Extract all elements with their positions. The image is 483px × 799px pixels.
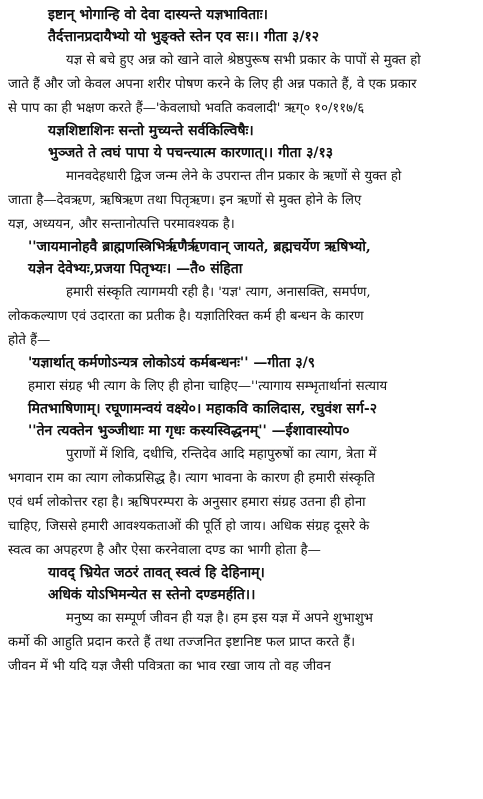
text-line: मानवदेहधारी द्विज जन्म लेने के उपरान्त तीन प्रकार के ऋणों से युक्त हो — [66, 169, 402, 184]
verse-line: ''तेन त्यक्तेन भुञ्जीथाः मा गृधः कस्यस्विद्धनम्'' —ईशावास्योप० — [28, 423, 350, 439]
text-line: यज्ञ से बचे हुए अन्न को खाने वाले श्रेष्ठपुरूष सभी प्रकार के पापों से मुक्त हो — [66, 53, 421, 68]
verse-line: मितभाषिणाम्। रघूणामन्वयं वक्ष्ये०। महाकवि कालिदास, रघुवंश सर्ग-२ — [28, 401, 377, 417]
text-line: कर्मो की आहुति प्रदान करते हैं तथा तज्जनित इष्टानिष्ट फल प्राप्त करते हैं। — [8, 635, 356, 650]
text-line: एवं धर्म लोकोत्तर रहा है। ऋषिपरम्परा के अनुसार हमारा संग्रह उतना ही होना — [8, 495, 366, 510]
text-line: लोककल्याण एवं उदारता का प्रतीक है। यज्ञातिरिक्त कर्म ही बन्धन के कारण — [8, 309, 364, 324]
verse-line: इष्टान् भोगान्हि वो देवा दास्यन्ते यज्ञभाविताः। — [48, 7, 268, 23]
verse-line: ''जायमानोहवै ब्राह्मणस्त्रिभिर्ऋणैर्ऋणवान् जायते, ब्रह्मचर्येण ऋषिभ्यो, — [28, 239, 371, 255]
text-line: हमारा संग्रह भी त्याग के लिए ही होना चाहिए—''त्यागाय सम्भृतार्थानां सत्याय — [28, 379, 388, 394]
text-line: चाहिए, जिससे हमारी आवश्यकताओं की पूर्ति हो जाय। अधिक संग्रह दूसरे के — [8, 519, 370, 534]
text-line: भगवान राम का त्याग लोकप्रसिद्ध है। त्याग भावना के कारण ही हमारी संस्कृति — [8, 471, 375, 486]
text-line: पुराणों में शिवि, दधीचि, रन्तिदेव आदि महापुरुषों का त्याग, त्रेता में — [66, 447, 377, 462]
verse-line: भुञ्जते ते त्वघं पापा ये पचन्त्यात्म कारणात्।। गीता ३/१३ — [48, 145, 334, 161]
text-line: जीवन में भी यदि यज्ञ जैसी पवित्रता का भाव रखा जाय तो वह जीवन — [8, 659, 331, 674]
text-line: से पाप का ही भक्षण करते हैं—'केवलाघो भवति कवलादी' ऋग्० १०/११७/६ — [8, 101, 365, 116]
text-line: जाते हैं और जो केवल अपना शरीर पोषण करने के लिए ही अन्न पकाते हैं, वे एक प्रकार — [8, 77, 417, 92]
verse-line: तैर्दत्तानप्रदायैभ्यो यो भुङ्क्ते स्तेन एव सः।। गीता ३/१२ — [48, 29, 320, 45]
verse-line: यज्ञेन देवेभ्यः,प्रजया पितृभ्यः। —तै० संहिता — [28, 261, 243, 277]
verse-line: यज्ञशिष्टाशिनः सन्तो मुच्यन्ते सर्वकिल्विषैः। — [48, 123, 254, 139]
text-line: हमारी संस्कृति त्यागमयी रही है। 'यज्ञ' त्याग, अनासक्ति, समर्पण, — [66, 285, 371, 300]
verse-line: 'यज्ञार्थात् कर्मणोऽन्यत्र लोकोऽयं कर्मबन्धनः'' —गीता ३/९ — [28, 355, 316, 371]
text-line: स्वत्व का अपहरण है और ऐसा करनेवाला दण्ड का भागी होता है— — [8, 543, 321, 558]
text-line: जाता है—देवऋण, ऋषिऋण तथा पितृऋण। इन ऋणों से मुक्त होने के लिए — [8, 193, 362, 208]
text-line: होते हैं— — [8, 333, 51, 348]
verse-line: यावद् भ्रियेत जठरं तावत् स्वत्वं हि देहिनाम्। — [48, 565, 265, 581]
text-line: मनुष्य का सम्पूर्ण जीवन ही यज्ञ है। हम इस यज्ञ में अपने शुभाशुभ — [66, 611, 373, 626]
text-line: यज्ञ, अध्ययन, और सन्तानोत्पत्ति परमावश्यक है। — [8, 217, 235, 232]
verse-line: अधिकं योऽभिमन्येत स स्तेनो दण्डमर्हति।। — [48, 587, 256, 603]
